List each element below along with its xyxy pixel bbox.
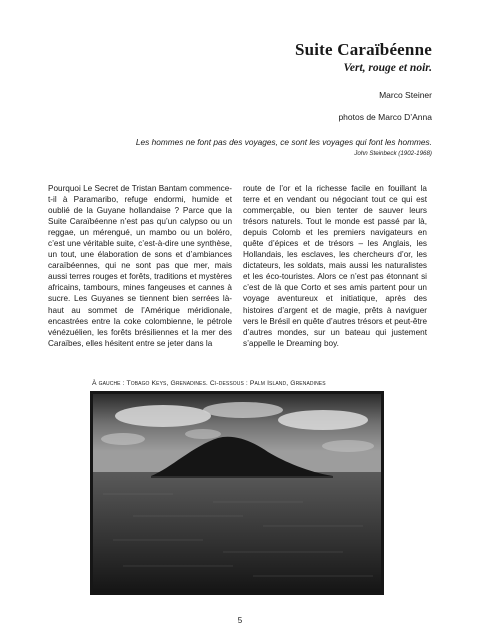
author-name: Marco Steiner [379, 90, 432, 100]
figure-caption: À gauche : Tobago Keys, Grenadines. Ci-dessous : Palm Island, Grenadines [92, 380, 326, 387]
body-text-left: Pourquoi Le Secret de Tristan Bantam commence-t-il à Paramaribo, refuge endormi, humide et oublié de la Guyane hollandaise ? Parce que la Suite Caraïbéenne n’est pas qu’un calypso ou un reggae, un mérengué, un mambo ou un boléro, c’est une véritable suite, c’est-à-dire une synthèse, un tout, une élaboration de sons et d’ambiances caraïbéennes, qui ne sont pas que mer, mais aussi terres rouges et forêts, traditions et mystères africains, tambours, mines fangeuses et cannes à sucre. Les Guyanes se tiennent bien serrées là-haut au sommet de l’Amérique méridionale, encastrées entre la coke colombienne, le pétrole vénézuélien, les forêts brésiliennes et la mer des Caraïbes, elles hésitent entre se jeter dans la [48, 184, 232, 348]
photo-credit: photos de Marco D’Anna [338, 112, 432, 122]
epigraph-source: John Steinbeck (1902-1968) [354, 150, 432, 157]
island-photo-icon [93, 394, 381, 592]
body-column-left [48, 183, 232, 349]
page-number: 5 [237, 616, 243, 625]
island-photo [90, 391, 384, 595]
article-title: Suite Caraïbéenne [294, 40, 432, 59]
body-column-right [243, 183, 427, 349]
epigraph-quote: Les hommes ne font pas des voyages, ce sont les voyages qui font les hommes. [135, 137, 432, 147]
body-text-right: route de l’or et la richesse facile en fouillant la terre et en vendant ou négociant tout ce qui est commerçable, ou bien tenter de sauver leurs trésors naturels. Tout le monde est passé par là, depuis Colomb et les premiers navigateurs en quête d’épices et de trésors – les Anglais, les Hollandais, les esclaves, les chercheurs d’or, les dictateurs, les soldats, mais aussi les naturalistes et les éco-touristes. Alors ce n’est pas étonnant si c’est de là que Corto et ses amis partent pour un voyage aventureux et initiatique, après des histoires d’argent et de magie, prêts à naviguer vers le Brésil en quête d’autres trésors et peut-être d’autres mondes, sur un bateau qui justement s’appelle le Dreaming boy. [243, 184, 427, 348]
article-subtitle: Vert, rouge et noir. [343, 62, 432, 74]
